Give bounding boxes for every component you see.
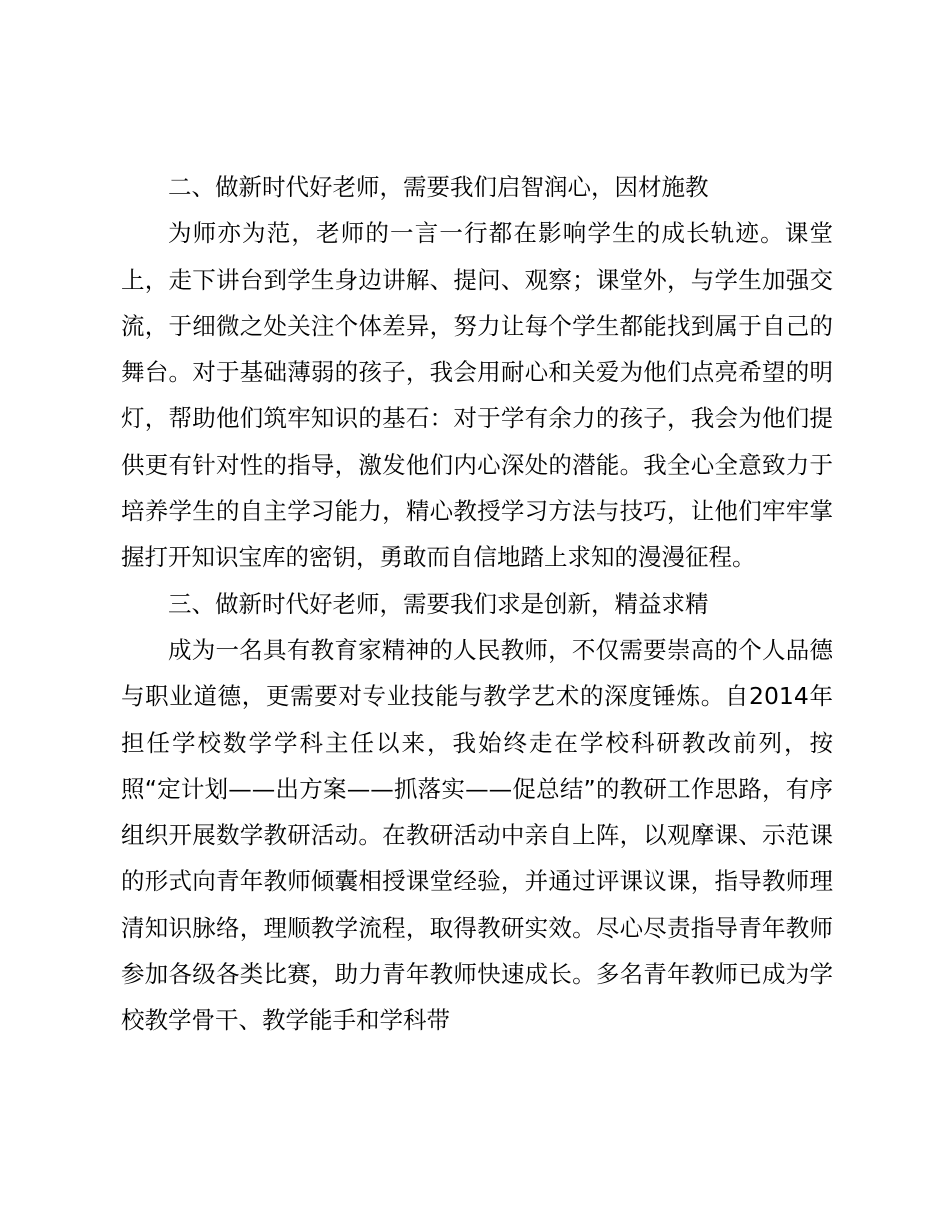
document-body [121,164,833,1044]
section-paragraph-3: 成为一名具有教育家精神的人民教师，不仅需要崇高的个人品德与职业道德，更需要对专业技能与教学艺术的深度锤炼。自2014年担任学校数学学科主任以来，我始终走在学校科研教改前列，按照“定计划——出方案——抓落实——促总结”的教研工作思路，有序组织开展数学教研活动。在教研活动中亲自上阵，以观摩课、示范课的形式向青年教师倾囊相授课堂经验，并通过评课议课，指导教师理清知识脉络，理顺教学流程，取得教研实效。尽心尽责指导青年教师参加各级各类比赛，助力青年教师快速成长。多名青年教师已成为学校教学骨干、教学能手和学科带 [121,635,833,1035]
section-paragraph-2: 为师亦为范，老师的一言一行都在影响学生的成长轨迹。课堂上，走下讲台到学生身边讲解、提问、观察；课堂外，与学生加强交流，于细微之处关注个体差异，努力让每个学生都能找到属于自己的舞台。对于基础薄弱的孩子，我会用耐心和关爱为他们点亮希望的明灯，帮助他们筑牢知识的基石：对于学有余力的孩子，我会为他们提供更有针对性的指导，激发他们内心深处的潜能。我全心全意致力于培养学生的自主学习能力，精心教授学习方法与技巧，让他们牢牢掌握打开知识宝库的密钥，勇敢而自信地踏上求知的漫漫征程。 [121,219,833,572]
section-heading-2: 二、做新时代好老师，需要我们启智润心，因材施教 [168,173,709,201]
section-heading-3: 三、做新时代好老师，需要我们求是创新，精益求精 [168,589,709,618]
